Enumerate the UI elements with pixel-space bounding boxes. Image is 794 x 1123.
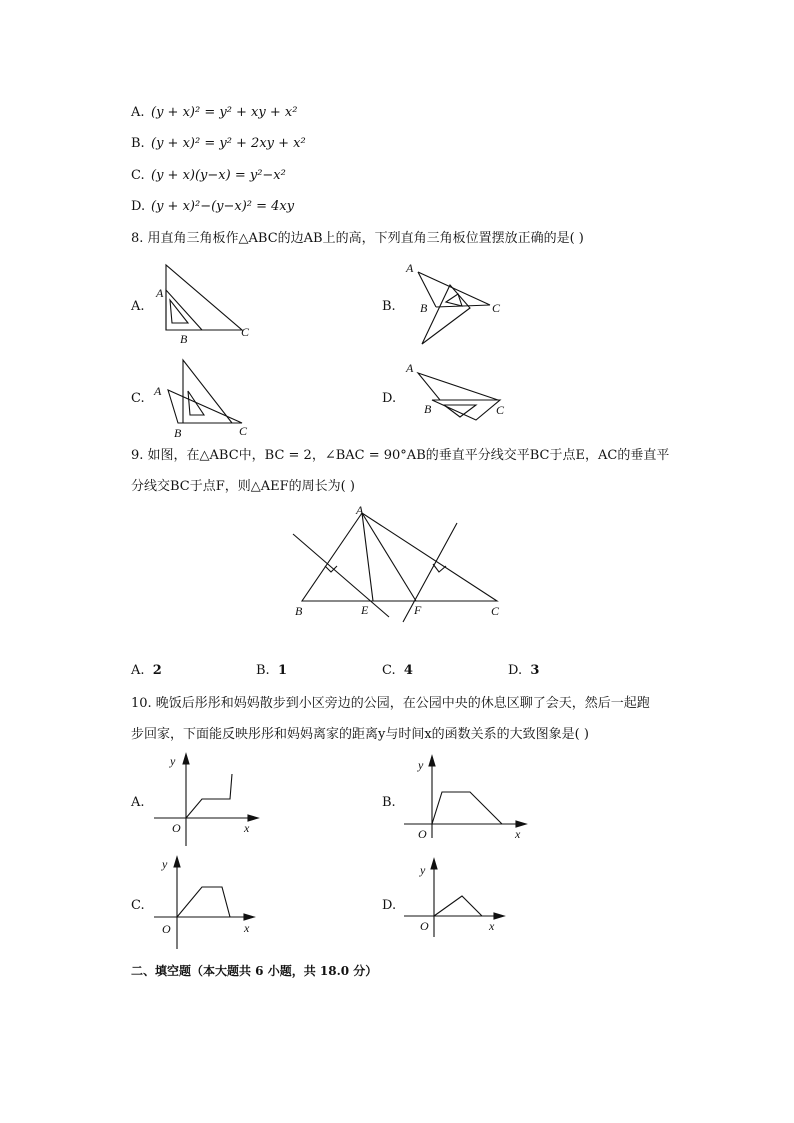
q7-option-c-label: C.	[131, 168, 145, 183]
q9-figure	[285, 500, 510, 625]
point-c-label: C	[239, 424, 248, 438]
point-a-label: A	[406, 361, 414, 375]
q10-option-a-label: A.	[131, 795, 145, 810]
q7-option-c-expr: (y + x)(y−x) = y²−x²	[151, 168, 286, 183]
q10-stem-line1: 10. 晚饭后彤彤和妈妈散步到小区旁边的公园，在公园中央的休息区聊了会天，然后一起跑	[131, 696, 650, 711]
q7-option-d-label: D.	[131, 199, 146, 214]
point-c-label: C	[491, 604, 500, 618]
graph-line	[186, 774, 232, 818]
q7-option-a-expr: (y + x)² = y² + xy + x²	[151, 105, 298, 120]
triangle-abc	[168, 390, 242, 423]
q7-option-a-label: A.	[131, 105, 145, 120]
origin-label: O	[172, 821, 181, 835]
q8-option-b-label: B.	[382, 299, 396, 314]
point-b-label: B	[424, 402, 432, 416]
q9-stem-line2: 分线交BC于点F，则△AEF的周长为( )	[131, 479, 355, 494]
point-f-label: F	[414, 603, 422, 617]
point-e-label: E	[361, 603, 369, 617]
graph-line	[432, 792, 502, 824]
point-c-label: C	[496, 403, 505, 417]
set-square-inner	[188, 391, 204, 415]
q8-figure-a	[150, 260, 260, 350]
segment-ae	[362, 513, 373, 601]
x-axis-label: x	[244, 821, 250, 835]
point-b-label: B	[180, 332, 188, 346]
q10-stem-line2: 步回家，下面能反映彤彤和妈妈离家的距离y与时间x的函数关系的大致图象是( )	[131, 727, 589, 742]
triangle-abc	[166, 265, 242, 330]
point-a-label: A	[406, 261, 414, 275]
q10-graph-c	[150, 853, 260, 953]
q9-stem-line1: 9. 如图，在△ABC中，BC = 2，∠BAC = 90°AB的垂直平分线交平BC于点E，AC的垂直平	[131, 448, 670, 463]
q7-option-b-expr: (y + x)² = y² + 2xy + x²	[151, 136, 306, 151]
section-heading: 二、填空题（本大题共 6 小题，共 18.0 分）	[131, 964, 378, 978]
perpendicular-bisector-ac	[403, 523, 457, 622]
q9-option-b: B. 1	[256, 663, 287, 678]
triangle-abc	[418, 373, 498, 400]
q8-figure-d	[400, 355, 520, 435]
set-square-inner	[444, 405, 476, 417]
q9-option-c: C. 4	[382, 663, 413, 678]
q8-stem: 8. 用直角三角板作△ABC的边AB上的高，下列直角三角板位置摆放正确的是( )	[131, 231, 584, 246]
point-b-label: B	[420, 301, 428, 315]
origin-label: O	[418, 827, 427, 841]
x-axis-label: x	[244, 921, 250, 935]
point-b-label: B	[174, 426, 182, 440]
q9-option-d: D. 3	[508, 663, 540, 678]
point-a-label: A	[356, 503, 364, 517]
point-a-label: A	[156, 286, 164, 300]
segment-af	[362, 513, 416, 601]
point-c-label: C	[241, 325, 250, 339]
q8-option-c-label: C.	[131, 391, 145, 406]
graph-line	[434, 896, 482, 916]
point-c-label: C	[492, 301, 501, 315]
y-axis-label: y	[418, 758, 424, 772]
q10-option-c-label: C.	[131, 898, 145, 913]
q10-graph-d	[400, 855, 510, 940]
q10-graph-a	[150, 750, 265, 850]
q9-option-a: A. 2	[131, 663, 162, 678]
perpendicular-bisector-ab	[293, 534, 389, 617]
q7-option-b-label: B.	[131, 136, 145, 151]
y-axis-label: y	[162, 857, 168, 871]
q8-figure-c	[150, 355, 260, 440]
q10-graph-b	[400, 752, 530, 847]
graph-line	[177, 887, 230, 917]
q8-option-a-label: A.	[131, 299, 145, 314]
y-axis-label: y	[170, 754, 176, 768]
set-square	[432, 400, 500, 420]
x-axis-label: x	[515, 827, 521, 841]
q10-option-b-label: B.	[382, 795, 396, 810]
point-a-label: A	[154, 384, 162, 398]
y-axis-label: y	[420, 863, 426, 877]
x-axis-label: x	[489, 919, 495, 933]
origin-label: O	[162, 922, 171, 936]
q8-option-d-label: D.	[382, 391, 397, 406]
q10-option-d-label: D.	[382, 898, 397, 913]
q8-figure-b	[400, 260, 520, 350]
point-b-label: B	[295, 604, 303, 618]
origin-label: O	[420, 919, 429, 933]
triangle-abc	[302, 513, 497, 601]
q7-option-d-expr: (y + x)²−(y−x)² = 4xy	[151, 199, 295, 214]
